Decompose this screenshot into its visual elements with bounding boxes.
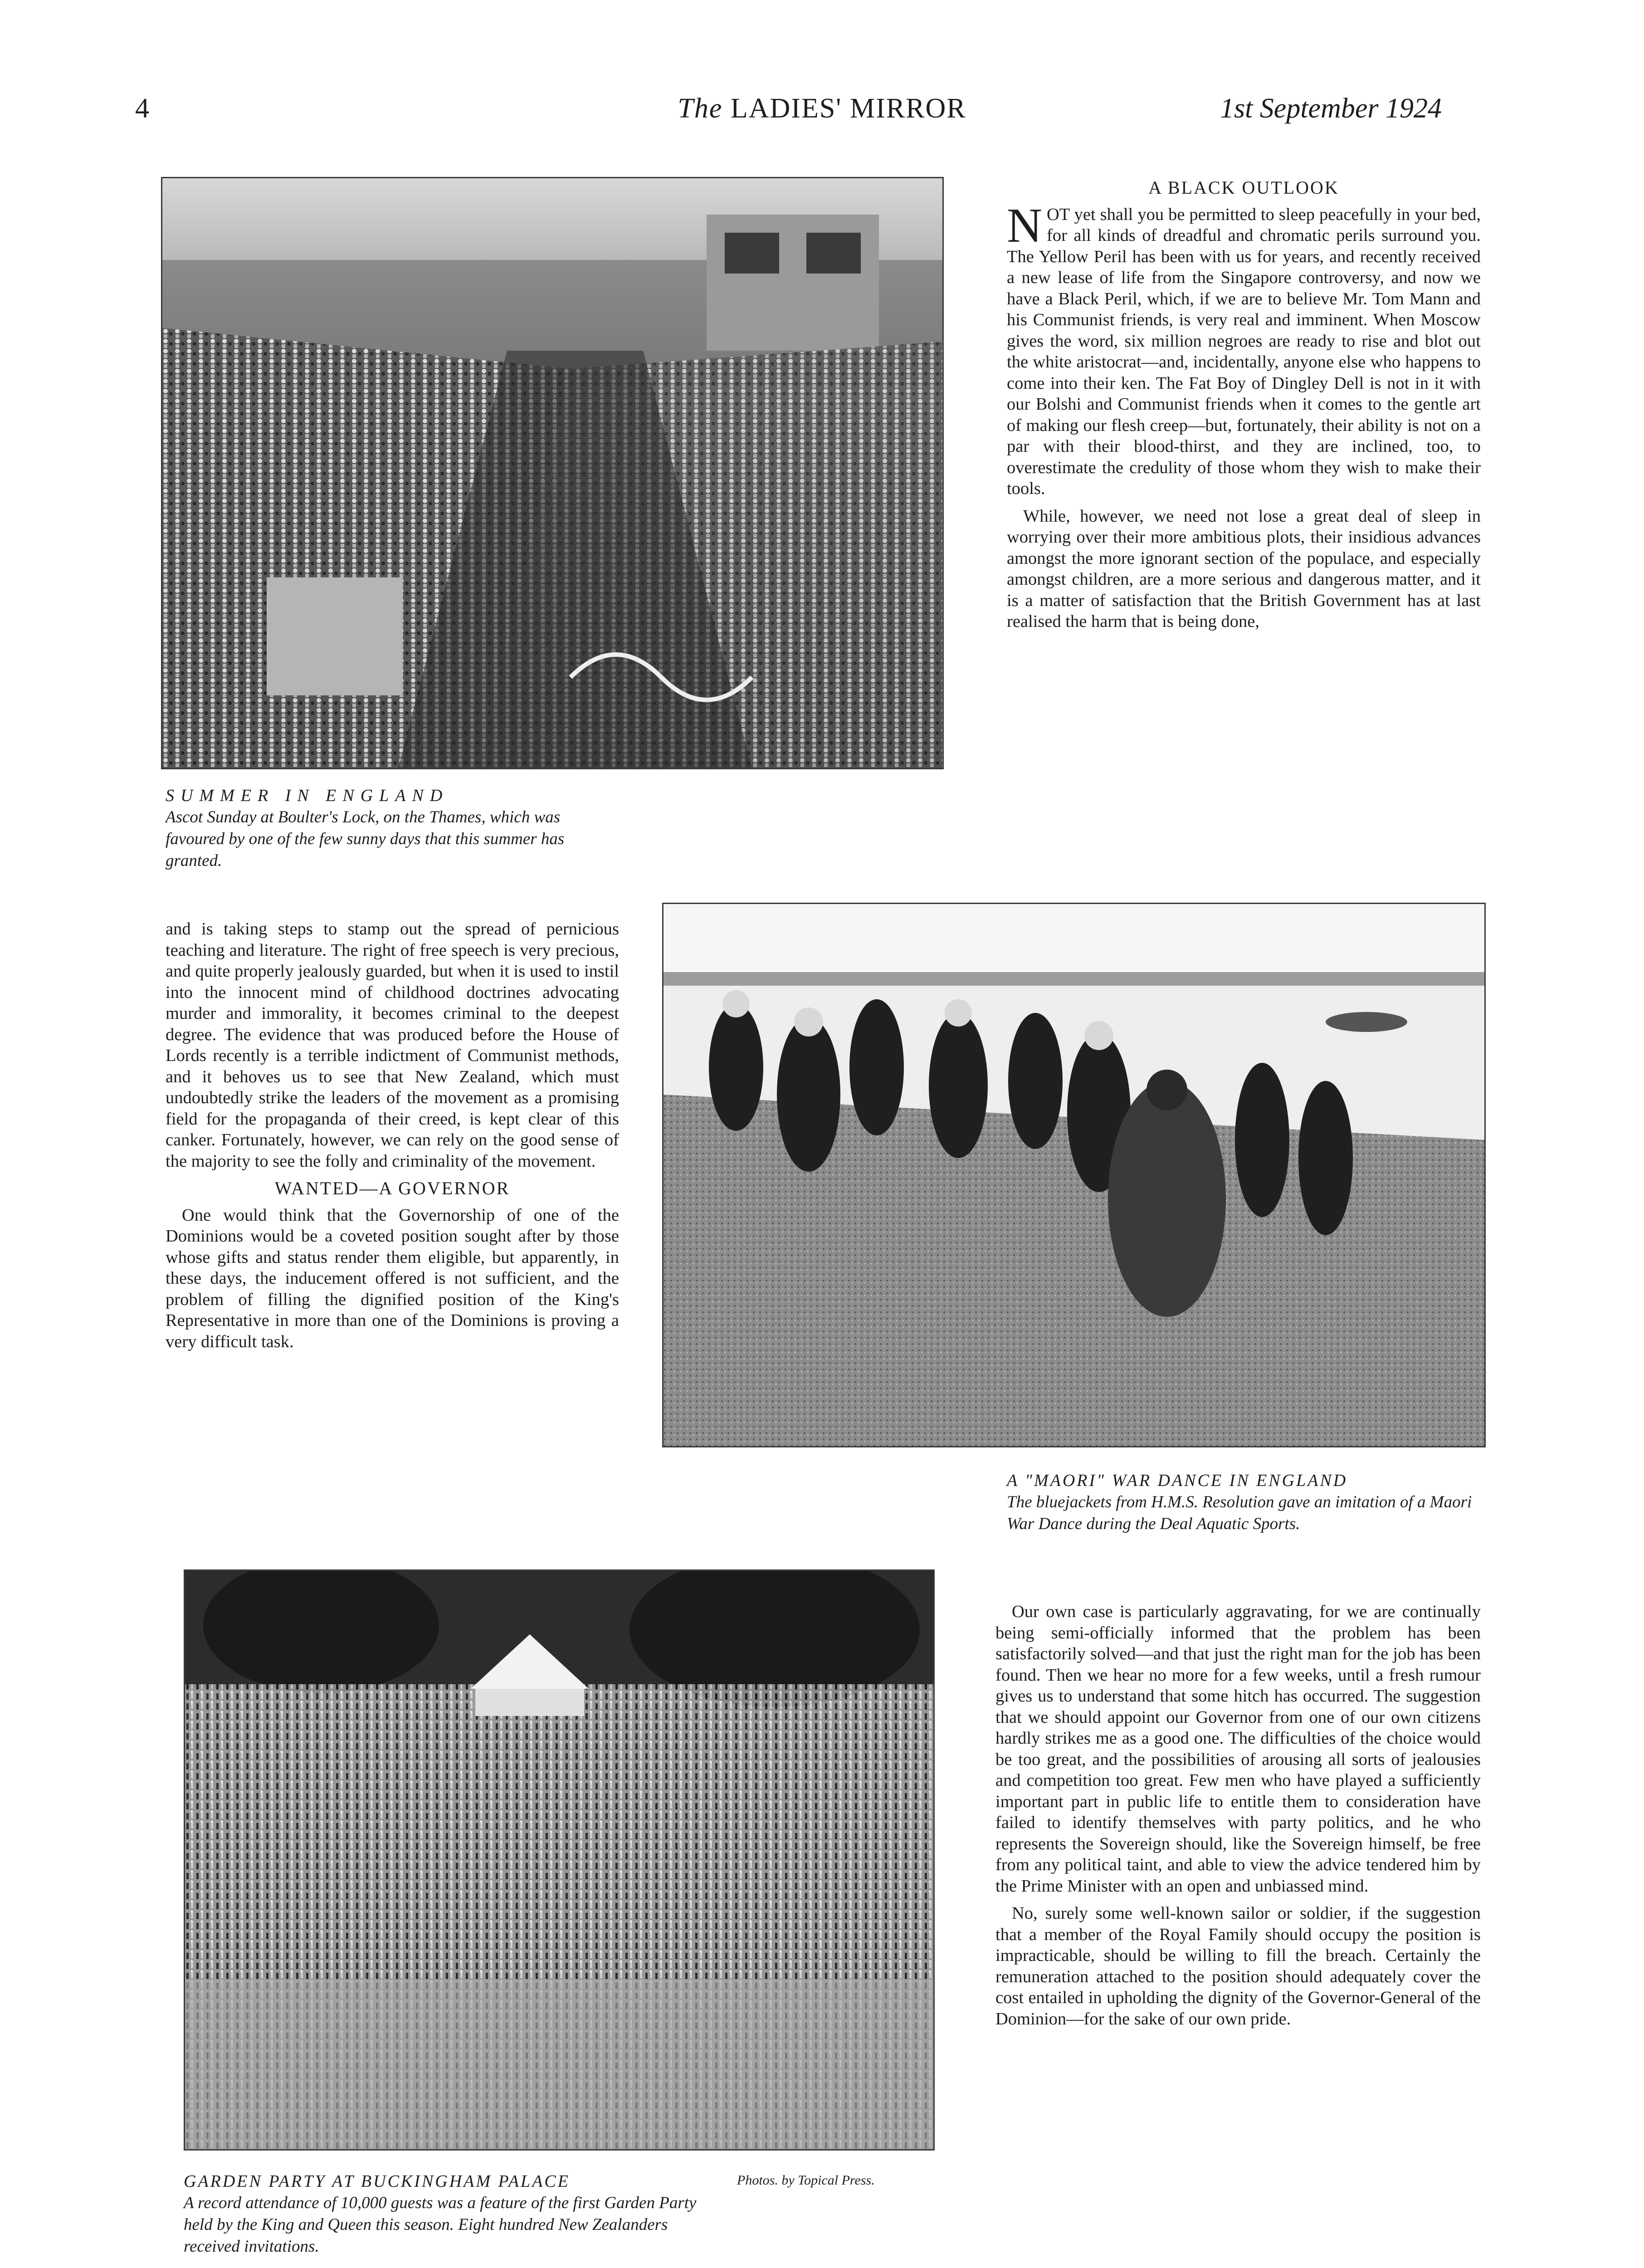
article-left-middle [166, 919, 619, 1359]
issue-date: 1st September 1924 [1220, 93, 1442, 124]
page-number: 4 [135, 93, 149, 124]
summer-caption-title: SUMMER IN ENGLAND [166, 786, 449, 805]
photo-credit: Photos. by Topical Press. [737, 2173, 875, 2188]
masthead-the: The [678, 93, 723, 124]
garden-party-caption-text: A record attendance of 10,000 guests was a feature of the first Garden Party held by the King and Queen this season. Eight hundred New Zealanders received invitations. [184, 2194, 697, 2256]
black-outlook-p1: OT yet shall you be permitted to sleep peacefully in your bed, for all kinds of dreadful and chromatic perils surround you. The Yellow Peril has been with us for years, and recently received a new lease of life from the Singapore controversy, and now we have a Black Peril, which, if we are to believe Mr. Tom Mann and his Communist friends, is very real and imminent. When Moscow gives the word, six million negroes are ready to rise and blot out the white aristocrat—and, incidentally, anyone else who happens to come into their ken. The Fat Boy of Dingley Dell is not in it with our Bolshi and Communist friends when it comes to the gentle art of making our flesh creep—but, fortunately, their ability is not on a par with their blood-thirst, and they are inclined, too, to overestimate the credulity of those whom they wish to make their tools. [1007, 205, 1481, 498]
summer-caption [166, 785, 619, 872]
maori-caption [1007, 1470, 1483, 1535]
black-outlook-p2: While, however, we need not lose a great deal of sleep in worrying over their more ambitious plots, their insidious advances amongst the more ignorant section of the populace, and especially amongst children, are a more serious and dangerous matter, and it is a matter of satisfaction that the British Government has at last realised the harm that is being done, [1007, 506, 1481, 631]
masthead-title: LADIES' MIRROR [730, 93, 966, 124]
garden-party-caption [184, 2170, 701, 2258]
drop-cap: N [1007, 198, 1042, 253]
governor-heading: WANTED—A GOVERNOR [274, 1178, 510, 1198]
article-governor-bottom [995, 1601, 1481, 2036]
summer-photo-image [162, 178, 942, 768]
maori-caption-text: The bluejackets from H.M.S. Resolution gave an imitation of a Maori War Dance during the Deal Aquatic Sports. [1007, 1493, 1472, 1533]
black-outlook-p3: and is taking steps to stamp out the spread of pernicious teaching and literature. The right of free speech is very precious, and quite properly jealously guarded, but when it is used to instil into the innocent mind of childhood doctrines advocating murder and immorality, it becomes criminal to the deepest degree. The evidence that was produced before the House of Lords recently is a terrible indictment of Communist methods, and it behoves us to see that New Zealand, which must undoubtedly strike the leaders of the movement as a promising field for the propaganda of their creed, is kept clear of this canker. Fortunately, however, we can rely on the good sense of the majority to see the folly and criminality of the movement. [166, 919, 619, 1171]
governor-p2: Our own case is particularly aggravating, for we are continually being semi-officially informed that the problem has been satisfactorily solved—and that just the right man for the job has been found. Then we hear no more for a few weeks, until a fresh rumour gives us to understand that some hitch has occurred. The suggestion that we should appoint our Governor from one of our own citizens hardly strikes me as a good one. The difficulties of the choice would be too great, and the possibilities of arousing all sorts of jealousies and competition too great. Few men who have played a sufficiently important part in public life to entitle them to consideration have failed to identify themselves with party politics, and he who represents the Sovereign should, like the Sovereign himself, be free from any political taint, and able to view the advice tendered him by the Prime Minister with an open and unbiassed mind. [995, 1602, 1481, 1896]
summer-photo [161, 177, 944, 769]
maori-photo-image [663, 904, 1484, 1446]
garden-party-caption-title: GARDEN PARTY AT BUCKINGHAM PALACE [184, 2172, 570, 2191]
black-outlook-heading: A BLACK OUTLOOK [1148, 177, 1339, 198]
garden-party-photo-image [185, 1571, 933, 2149]
summer-caption-text: Ascot Sunday at Boulter's Lock, on the Thames, which was favoured by one of the few sunny days that this summer has granted. [166, 808, 565, 870]
maori-photo [662, 903, 1486, 1447]
garden-party-photo [184, 1569, 935, 2151]
governor-p1: One would think that the Governorship of one of the Dominions would be a coveted position sought after by those whose gifts and status render them eligible, but apparently, in these days, the inducement offered is not sufficient, and the problem of filling the dignified position of the King's Representative in more than one of the Dominions is proving a very difficult task. [166, 1205, 619, 1351]
governor-p3: No, surely some well-known sailor or soldier, if the suggestion that a member of the Royal Family should occupy the position is impracticable, should be willing to fill the breach. Certainly the remuneration attached to the position should adequately cover the cost entailed in upholding the dignity of the Governor-General of the Dominion—for the sake of our own pride. [995, 1904, 1481, 2028]
maori-caption-title: A "MAORI" WAR DANCE IN ENGLAND [1007, 1471, 1348, 1490]
article-black-outlook-top [1007, 175, 1481, 639]
